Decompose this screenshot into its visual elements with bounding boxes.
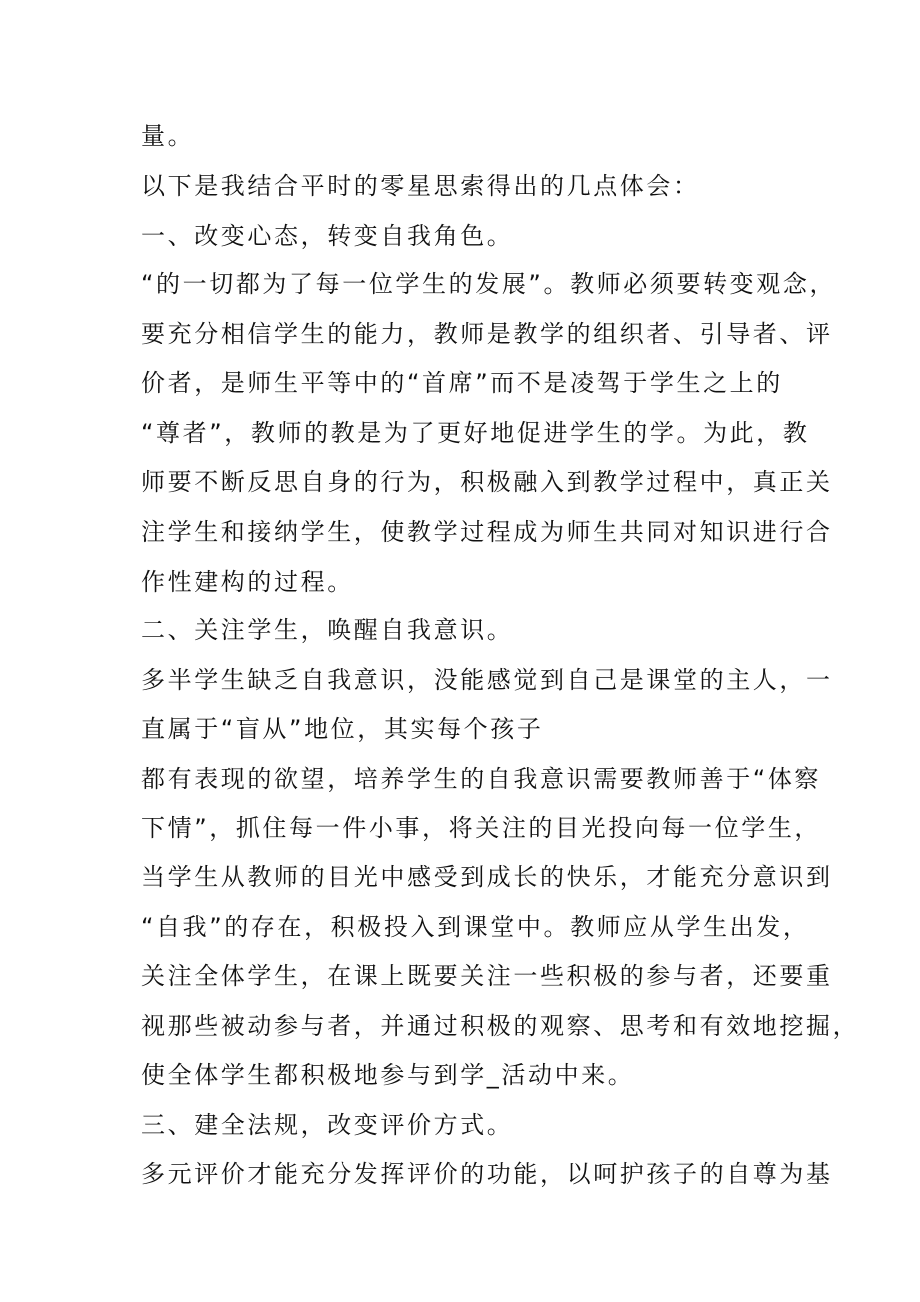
text-line: 作性建构的过程。 xyxy=(141,568,354,596)
section-heading-1: 一、改变心态，转变自我角色。 xyxy=(141,222,514,250)
text-line: 多元评价才能充分发挥评价的功能，以呵护孩子的自尊为基 xyxy=(141,1160,833,1188)
text-line: “自我”的存在，积极投入到课堂中。教师应从学生出发， xyxy=(141,913,810,941)
text-line: 价者，是师生平等中的“首席”而不是凌驾于学生之上的 xyxy=(141,369,783,397)
text-line: 关注全体学生，在课上既要关注一些积极的参与者，还要重 xyxy=(141,962,833,990)
text-line: 视那些被动参与者，并通过积极的观察、思考和有效地挖掘， xyxy=(141,1012,860,1040)
text-line: 要充分相信学生的能力，教师是教学的组织者、引导者、评 xyxy=(141,320,833,348)
text-line: 多半学生缺乏自我意识，没能感觉到自己是课堂的主人，一 xyxy=(141,666,833,694)
section-heading-3: 三、建全法规，改变评价方式。 xyxy=(141,1111,514,1139)
text-line: 师要不断反思自身的行为，积极融入到教学过程中，真正关 xyxy=(141,468,833,496)
section-heading-2: 二、关注学生，唤醒自我意识。 xyxy=(141,616,514,644)
text-line: 注学生和接纳学生，使教学过程成为师生共同对知识进行合 xyxy=(141,518,833,546)
text-line: “的一切都为了每一位学生的发展”。教师必须要转变观念， xyxy=(141,270,837,298)
text-line: 量。 xyxy=(141,122,195,150)
text-line: “尊者”，教师的教是为了更好地促进学生的学。为此，教 xyxy=(141,419,810,447)
text-line: 以下是我结合平时的零星思索得出的几点体会： xyxy=(141,172,700,200)
text-line: 直属于“盲从”地位，其实每个孩子 xyxy=(141,715,544,743)
text-line: 当学生从教师的目光中感受到成长的快乐，才能充分意识到 xyxy=(141,863,833,891)
text-line: 都有表现的欲望，培养学生的自我意识需要教师善于“体察 xyxy=(141,765,822,793)
text-line: 使全体学生都积极地参与到学_活动中来。 xyxy=(141,1061,635,1089)
text-line: 下情”，抓住每一件小事，将关注的目光投向每一位学生， xyxy=(141,814,822,842)
